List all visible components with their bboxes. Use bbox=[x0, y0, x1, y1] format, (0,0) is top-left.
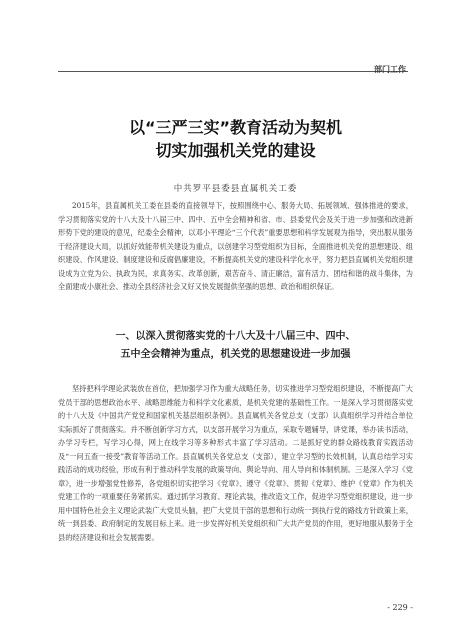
article-title-line1: 以“三严三实”教育活动为契机 bbox=[128, 118, 343, 137]
section-header-label: 部门工作 bbox=[374, 65, 406, 74]
article-title-line2: 切实加强机关党的建设 bbox=[155, 141, 316, 160]
body-paragraph: 坚持把科学理论武装放在首位，把加强学习作为重大战略任务，切实推进学习型党组织建设，不断提高广大党员干部的思想政治水平、战略思维能力和科学文化素质，是机关党建的基础性工作。一是深入学习贯彻落实党的十八大及《中国共产党党和国家机关基层组织条例》。县直属机关各党总支（支部）认真组织学习并结合单位实际抓好了贯彻落实。并不断创新学习方式，以支部开展学习为重点，采取专题辅导，讲党课，举办读书活动，办学习专栏，写学习心得，网上在线学习等多种形式丰富了学习活动。二是抓好党的群众路线教育实践活动及“一问五查一接受”教育等活动工作。县直属机关各党总支（支部），建立学习型的长效机制，认真总结学习实践活动的成功经验，形成有利于推动科学发展的政策导向、舆论导向、用人导向和体制机制。三是深入学习《党章》，进一步增强党性修养，各党组织切实把学习《党章》、遵守《党章》、贯彻《党章》、维护《党章》作为机关党建工作的一项重要任务紧抓实。通过抓学习教育、理论武装，推改造文工作，促进学习型党组织建设，进一步用中国特色社会主义理论武装广大党员头脑，把广大党员干部的思想和行动统一到执行党的路线方针政策上来，统一到县委、政府制定的发展目标上来。进一步发挥好机关党组织和广大共产党员的作用，更好地服从服务于全县的经济建设和社会发展需要。 bbox=[58, 384, 413, 542]
article-author: 中共罗平县委县直属机关工委 bbox=[173, 184, 298, 194]
page-number: - 229 - bbox=[387, 603, 413, 612]
header-rule bbox=[58, 71, 408, 72]
intro-paragraph: 2015年，县直属机关工委在县委的直接领导下，按照围绕中心、服务大局、拓展领域、强体推进的要求，学习贯彻落实党的十八大及十八届三中、四中、五中全会精神和省、市、县委党代会及关于进一步加强和改进新形势下党的建设的意见，纪委全会精神，以邓小平理论“三个代表”重要思想和科学发展观为指导，突出服从服务于经济建设大局，以抓好效能带机关建设为重点，以创建学习型党组织为目标，全面推进机关党的思想建设、组织建设、作风建设、制度建设和反腐倡廉建设，不断提高机关党的建设科学化水平，努力把县直属机关党组织建设成为立党为公、执政为民，求真务实、改革创新，艰苦奋斗、清正廉洁，富有活力、团结和谐的战斗集体，为全面建成小康社会、推动全县经济社会又好又快发展提供坚强的思想、政治和组织保证。 bbox=[58, 201, 413, 291]
section-heading-line1: 一、以深入贯彻落实党的十八大及十八届三中、四中、 bbox=[115, 331, 356, 342]
section-heading-line2: 五中全会精神为重点，机关党的思想建设进一步加强 bbox=[120, 349, 351, 360]
